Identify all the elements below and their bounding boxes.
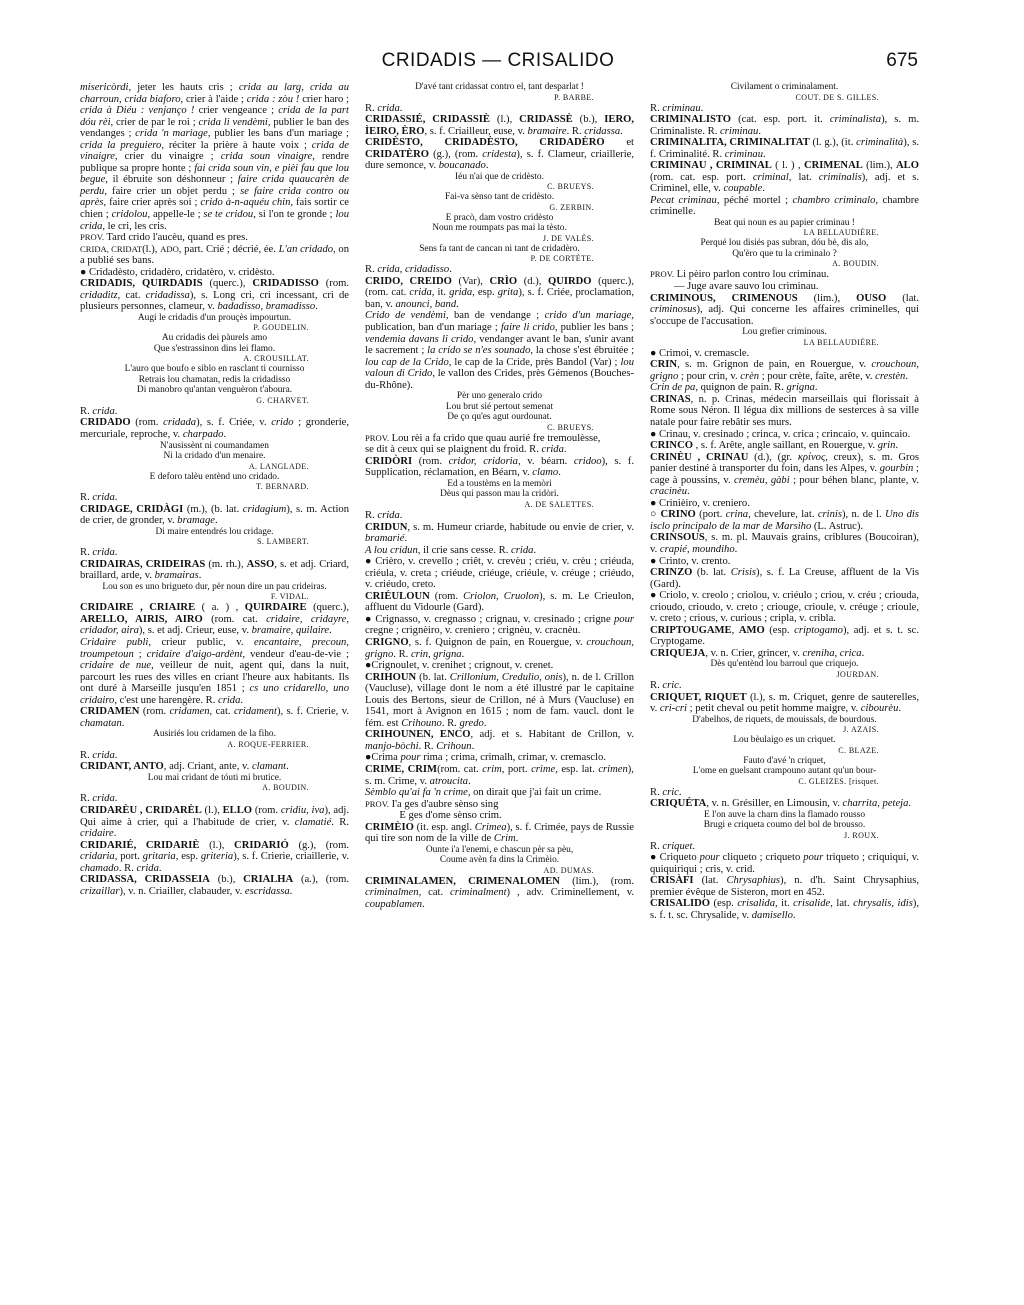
dictionary-entry: ● Crinto, v. crento. <box>650 555 731 567</box>
quotation-attribution: A. ROQUE-FERRIER. <box>227 739 309 749</box>
quotation: E deforo talèu entènd uno cridado. <box>149 471 280 482</box>
quotation: Ausiriés lou cridamen de la fiho. <box>153 729 276 740</box>
dictionary-entry: PROV. Tard crido l'aucèu, quand es pres. <box>80 232 248 244</box>
dictionary-entry: CRINSOUS, s. m. pl. Mauvais grains, criblures (Boucoiran), v. crapié, moundiho. <box>650 532 919 555</box>
quotation: Perqué lou disiés pas subran, dóu bè, dis alo, Qu'èro que tu la criminalo ? <box>700 238 869 259</box>
quotation-attribution: P. BARBE. <box>554 92 594 102</box>
quotation: Di maire entendrés lou cridage. <box>155 526 274 537</box>
quotation: Au cridadis dei pàurels amo Que s'estrassinon dins lei flamo. <box>153 333 276 354</box>
dictionary-entry: PROV. I'a ges d'aubre sènso sing E ges d'ome sènso crim. <box>365 798 502 822</box>
dictionary-entry: CRIDAMEN (rom. cridamen, cat. cridament), s. f. Crierie, v. chamatan. <box>80 706 349 729</box>
running-head: CRIDADIS — CRISALIDO <box>381 50 615 71</box>
dictionary-entry: CRIMINAU , CRIMINAL ( l. ) , CRIMENAL (lim.), ALO (rom. cat. esp. port. criminal, lat. criminalis), adj. et s. Criminel, elle, v. coupable. <box>650 160 919 195</box>
dictionary-entry: CRIDA, CRIDAT(l.), ADO, part. Crié ; décrié, ée. L'an cridado, on a publié ses bans. <box>80 243 350 267</box>
quotation-attribution: P. DE CORTÈTE. <box>530 254 594 264</box>
dictionary-entry: R. cric. <box>650 679 682 691</box>
dictionary-entry: CRIDUN, s. m. Humeur criarde, habitude ou envie de crier, v. bramarié. <box>365 521 634 545</box>
quotation-attribution: COUT. DE S. GILLES. <box>795 92 879 102</box>
dictionary-entry: ● Crièro, v. crevello ; criêt, v. crevèu ; criéu, v. crèu ; criéuda, criéula, v. creta ; criéude, criéuge, criéule, v. créuge ; criéudo, v. criéudo, creto. <box>365 556 634 591</box>
quotation: Iéu n'ai que de cridèsto. <box>455 171 544 182</box>
quotation-attribution: A. BOUDIN. <box>832 259 879 269</box>
dictionary-entry: ● Cridadèsto, cridadèro, cridatèro, v. cridèsto. <box>80 266 275 278</box>
dictionary-entry: R. cric. <box>650 786 682 798</box>
quotation: Pèr uno generalo crido Lou brut sié pertout semenat De ço qu'es agut ourdounat. <box>445 391 554 423</box>
dictionary-entry: R. crida. <box>80 547 118 559</box>
dictionary-entry: CRIÉULOUN (rom. Criolon, Cruolon), s. m. Le Crieulon, affluent du Vidourle (Gard). <box>365 590 634 614</box>
dictionary-entry: ● Crinau, v. cresinado ; crinca, v. crica ; crincaio, v. quincaio. <box>650 428 911 440</box>
quotation: Ed a toustèms en la memòri Dèus qui passon mau la cridòri. <box>440 478 559 500</box>
quotation-attribution: G. CHARVET. <box>256 395 309 405</box>
dictionary-entry: CRIDARIÉ, CRIDARIÈ (l.), CRIDARIÓ (g.), (rom. cridaria, port. gritaria, esp. griteria), s. f. Crierie, criaillerie, v. chamado. R. crida. <box>80 839 349 874</box>
dictionary-entry: CRIDAIRE , CRIAIRE ( a. ) , QUIRDAIRE (querc.), ARELLO, AIRIS, AIRO (rom. cat. cridaire, cridayre, cridador, aira), s. et adj. Crieur, euse, v. bramaire, quilaire. <box>80 602 349 637</box>
dictionary-entry: CRIMINALISTO (cat. esp. port. it. criminalista), s. m. Criminaliste. R. criminau. <box>650 114 919 137</box>
page-header <box>78 50 918 78</box>
dictionary-entry: CRIN, s. m. Grignon de pain, en Rouergue, v. crouchoun, grigno ; pour crin, v. crèn ; pour crète, faîte, arête, v. crestèn. <box>650 359 919 382</box>
dictionary-entry: CRIDADIS, QUIRDADIS (querc.), CRIDADISSO (rom. cridaditz, cat. cridadissa), s. Long cri, cri incessant, cri de plusieurs personnes, clameur, v. badadisso, bramadisso. <box>80 278 349 313</box>
dictionary-entry: CRIGNO, s. f. Quignon de pain, en Rouergue, v. crouchoun, grigno. R. crin, grigna. <box>365 637 634 660</box>
dictionary-entry: R. crida. <box>80 405 118 417</box>
dictionary-entry: ○ CRINO (port. crina, chevelure, lat. crinis), n. de l. Uno dis isclo principalo de la mar de Marsiho (L. Astruc). <box>650 509 919 532</box>
quotation: Lou bèulaigo es un criquet. <box>733 735 836 746</box>
dictionary-entry: Crido de vendèmi, ban de vendange ; crido d'un mariage, publication, ban d'un mariage ; faire li crido, publier les bans ; vendemia davans li crido, vendanger avant le ban, s'unir avant le sacrement ; la crido se n'es sounado, la chose s'est ébruitée ; lou cap de la Crido, le cap de la Cride, près Bandol (Var) ; lou valoun di Crido, le vallon des Crides, près Gémenos (Bouches-du-Rhône). <box>365 310 635 391</box>
quotation-attribution: T. BERNARD. <box>256 482 309 492</box>
dictionary-entry: CRISÀFI (lat. Chrysaphius), n. d'h. Saint Chrysaphius, premier évêque de Sisteron, mort en 452. <box>650 875 919 898</box>
dictionary-entry: CRIMÈIO (it. esp. angl. Crimea), s. f. Crimée, pays de Russie qui tire son nom de la ville de Crim. <box>365 821 634 845</box>
dictionary-entry: CRIDASSIÉ, CRIDASSIÈ (l.), CRIDASSÈ (b.), IERO, ÌEIRO, ÈRO, s. f. Criailleur, euse, v. bramaire. R. cridassa. <box>365 114 634 137</box>
dictionary-entry: CRIDO, CREIDO (Var), CRÌO (d.), QUIRDO (querc.), (rom. cat. crida, it. grida, esp. grita), s. f. Criée, proclamation, ban, v. anounci, band. <box>365 275 634 310</box>
quotation-attribution: JOURDAN. <box>836 669 879 679</box>
dictionary-entry: ● Criqueto pour cliqueto ; criqueto pour triqueto ; criquiqui, v. quiquiriqui ; cris, v. crid. <box>650 852 919 875</box>
dictionary-entry: CRINZO (b. lat. Crisis), s. f. La Creuse, affluent de la Vis (Gard). <box>650 567 919 590</box>
quotation-attribution: A. CROUSILLAT. <box>243 354 309 364</box>
dictionary-entry: Pecat criminau, péché mortel ; chambro criminalo, chambre criminelle. <box>650 194 919 218</box>
quotation: Lou mai cridant de tóuti mi brutice. <box>147 772 282 783</box>
dictionary-entry: CRIDÒRI (rom. cridor, cridoria, v. béarn. cridoo), s. f. Supplication, réclamation, en Béarn, v. clamo. <box>365 455 634 479</box>
dictionary-entry: R. criquet. <box>650 840 696 852</box>
quotation: Lou grefier criminous. <box>742 327 827 338</box>
quotation: Civilament o criminalament. <box>730 82 839 92</box>
quotation: D'abelhos, de riquets, de mouissals, de bourdous. <box>692 714 877 725</box>
quotation: N'ausissènt ni coumandamen Ni la cridado d'un menaire. <box>160 440 269 462</box>
dictionary-entry: CRIDARÈU , CRIDARÈL (l.), ELLO (rom. cridiu, iva), adj. Qui aime à crier, qui a l'habitude de crier, v. clamatié. R. cridaire. <box>80 805 350 840</box>
dictionary-entry: se dit à ceux qui se plaignent du froid. R. crida. <box>365 444 567 456</box>
quotation: Beat qui noun es au papier criminau ! <box>714 217 855 228</box>
quotation-attribution: A. BOUDIN. <box>262 783 309 793</box>
dictionary-entry: CRIME, CRIM(rom. cat. crim, port. crime, esp. lat. crimen), s. m. Crime, v. atroucita. <box>365 764 634 787</box>
dictionary-entry: CRIQUÉTA, v. n. Grésiller, en Limousin, v. charrita, peteja. <box>650 798 912 810</box>
dictionary-entry: CRINÈU , CRINAU (d.), (gr. κρίνος, creux), s. m. Gros panier destiné à transporter du foin, dans les Alpes, v. gourbin ; cage à poussins, v. cremèu, gàbi ; pour béhen blanc, plante, v. cracinèu. <box>650 451 920 498</box>
dictionary-entry: CRIDANT, ANTO, adj. Criant, ante, v. clamant. <box>80 761 289 773</box>
dictionary-entry: Sèmblo qu'ai fa 'n crime, on dirait que j'ai fait un crime. <box>365 787 602 799</box>
dictionary-entry: CRINAS, n. p. Crinas, médecin marseillais qui florissait à Rome sous Néron. Il légua dix millions de sesterces à sa ville natale pour faire rebâtir ses murs. <box>650 393 919 428</box>
quotation: Sens fa tant de cancan ni tant de cridadèro. <box>419 243 580 254</box>
quotation-attribution: C. GLEIZES. [risquet. <box>798 776 879 786</box>
dictionary-entry: ● Criolo, v. creolo ; criolou, v. criéulo ; criou, v. créu ; criouda, crioudo, crioudo, v. creto ; criouge, crioule, v. créuge ; crioule, v. creto ; crious, v. curious ; cripla, v. cribla. <box>650 590 919 625</box>
dictionary-entry: CRIDAGE, CRIDÀGI (m.), (b. lat. cridagium), s. m. Action de crier, de gronder, v. bramage. <box>80 503 349 527</box>
dictionary-entry: CRIQUEJA, v. n. Crier, grincer, v. creniha, crica. <box>650 647 865 659</box>
quotation-attribution: C. BRUEYS. <box>547 422 594 432</box>
quotation: Augi le cridadis d'un prouçès impourtun. <box>137 312 292 323</box>
quotation: E pracò, dam vostro cridèsto Noun me roumpats pas mai la tèsto. <box>432 212 567 234</box>
dictionary-entry: Crin de pa, quignon de pain. R. grigna. <box>650 382 818 394</box>
page-number: 675 <box>886 50 918 71</box>
dictionary-entry: R. crida. <box>365 102 403 114</box>
dictionary-entry: R. crida, cridadisso. <box>365 264 452 276</box>
dictionary-entry: ●Crima pour rima ; crima, crimalh, crimar, v. cremasclo. <box>365 752 606 764</box>
quotation-attribution: J. DE VALÈS. <box>542 233 594 243</box>
dictionary-entry: ● Crignasso, v. cregnasso ; crignau, v. cresinado ; crigne pour cregne ; crignèiro, v. creniero ; crignèu, v. cracnèu. <box>365 613 634 637</box>
dictionary-entry: PROV. Lou rèi a fa crido que quau aurié fre tremoulèsse, <box>365 432 601 444</box>
quotation: D'avé tant cridassat contro el, tant desparlat ! <box>415 82 584 92</box>
dictionary-entry: CRIDÈSTO, CRIDADÈSTO, CRIDADÈRO et CRIDATÈRO (g.), (rom. cridesta), s. f. Clameur, criaillerie, dure semonce, v. boucanado. <box>365 137 634 172</box>
dictionary-entry: CRIMINOUS, CRIMENOUS (lim.), OUSO (lat. criminosus), adj. Qui concerne les affaires criminelles, qui s'occupe de l'accusation. <box>650 292 919 327</box>
dictionary-entry: ●Crignoulet, v. crenihet ; crignout, v. crenet. <box>365 660 554 672</box>
dictionary-entry: CRIPTOUGAME, AMO (esp. criptogamo), adj. et s. t. sc. Cryptogame. <box>650 624 919 648</box>
quotation-attribution: C. BLAZE. <box>838 745 879 755</box>
dictionary-entry: CRIDASSA, CRIDASSEIA (b.), CRIALHA (a.), (rom. crizaillar), v. n. Criailler, clabauder, v. escridassa. <box>80 874 350 897</box>
quotation-attribution: LA BELLAUDIÈRE. <box>803 337 879 347</box>
column-middle <box>365 82 634 910</box>
quotation-attribution: P. GOUDELIN. <box>253 323 309 333</box>
dictionary-entry: R. crida. <box>365 509 403 521</box>
quotation: Dès qu'entènd lou barroul que criquejo. <box>710 659 859 670</box>
dictionary-entry: ● Crimoi, v. cremascle. <box>650 347 750 359</box>
quotation: L'auro que boufo e siblo en rasclant ti cournisso Retrais lou chamatan, redis la cridadisso Di manobro qu'antan venguèron t'aboura. <box>124 364 305 396</box>
quotation: Fauto d'avé 'n criquet, L'ome en guelsant crampouno autant qu'un bour- <box>692 755 877 777</box>
quotation: Fai-va sènso tant de cridèsto. <box>444 192 555 203</box>
quotation: E l'on auve la charn dins la flamado rousso Brugi e criqueta coumo del bol de brousso. <box>703 809 866 831</box>
dictionary-entry: CRIDAIRAS, CRIDEIRAS (m. rh.), ASSO, s. et adj. Criard, braillard, arde, v. bramairas. <box>80 558 349 582</box>
dictionary-entry: R. crida. <box>80 492 118 504</box>
quotation: Lou son es uno brigueto dur, pèr noun dire un pau crideiras. <box>102 581 327 592</box>
quotation-attribution: F. VIDAL. <box>270 592 309 602</box>
quotation-attribution: C. BRUEYS. <box>547 182 594 192</box>
dictionary-entry: ● Crinièiro, v. creniero. <box>650 497 750 509</box>
quotation-attribution: J. ROUX. <box>844 830 879 840</box>
dictionary-entry: CRINCO , s. f. Arête, angle saillant, en Rouergue, v. grin. <box>650 440 899 452</box>
quotation-attribution: AD. DUMAS. <box>543 865 594 875</box>
dictionary-entry: CRIMINALAMEN, CRIMENALOMEN (lim.), (rom. criminalmen, cat. criminalment) , adv. Criminellement, v. coupablamen. <box>365 875 634 910</box>
quotation-attribution: LA BELLAUDIÈRE. <box>803 228 879 238</box>
dictionary-entry: Cridaire publi, crieur public, v. encantaire, precoun, troumpetoun ; cridaire d'aigo-ardènt, vendeur d'eau-de-vie ; cridaire de nue, veilleur de nuit, agent qui, dans la nuit, parcourt les rues des villes en criant l'heure aux habitants. Ils ont duré à Marseille jusqu'en 1851 ; cs uno cridarello, uno cridairo, c'est une harengère. R. crida. <box>80 637 350 706</box>
dictionary-entry: R. crida. <box>80 749 118 761</box>
column-left <box>80 82 349 897</box>
quotation-attribution: A. LANGLADE. <box>248 461 309 471</box>
dictionary-entry: CRIHOUN (b. lat. Crillonium, Credulio, onis), n. de l. Crillon (Vaucluse), village dont le nom a été illustré par le capitaine Louis des Bertons, sieur de Crillon, né à Murs (Vaucluse) en 1541, mort à Avignon en 1615 ; nom de fam. vaucl. dont le fém. est Crihouno. R. gredo. <box>365 671 635 729</box>
dictionary-entry: CRISALIDO (esp. crisalida, it. crisalide, lat. chrysalis, idis), s. f. t. sc. Chrysalide, v. damisello. <box>650 898 920 921</box>
dictionary-entry: CRIMINALITA, CRIMINALITAT (l. g.), (it. criminalità), s. f. Criminalité. R. criminau. <box>650 137 919 160</box>
dictionary-entry: A lou cridun, il crie sans cesse. R. crida. <box>365 544 537 556</box>
column-right <box>650 82 919 922</box>
dictionary-entry: PROV. Li pèiro parlon contro lou criminau. — Juge avare sauvo lou criminau. <box>650 269 830 293</box>
dictionary-entry: CRIDADO (rom. cridada), s. f. Criée, v. crido ; gronderie, mercuriale, reproche, v. charpado. <box>80 417 349 441</box>
dictionary-entry: CRIHOUNEN, ENCO, adj. et s. Habitant de Crillon, v. manjo-bòchi. R. Crihoun. <box>365 729 634 752</box>
quotation-attribution: A. DE SALETTES. <box>524 499 594 509</box>
quotation-attribution: J. AZAIS. <box>843 725 879 735</box>
quotation-attribution: G. ZERBIN. <box>549 202 594 212</box>
dictionary-entry: R. crida. <box>80 793 118 805</box>
dictionary-entry: R. criminau. <box>650 102 704 114</box>
quotation-attribution: S. LAMBERT. <box>257 537 309 547</box>
quotation: Ounte i'a l'enemi, e chascun pèr sa pèu, Coume avèn fa dins la Crimèio. <box>425 844 574 866</box>
dictionary-entry: CRIQUET, RIQUET (l.), s. m. Criquet, genre de sauterelles, v. cri-cri ; petit cheval ou petit homme maigre, v. cibourèu. <box>650 691 919 715</box>
dictionary-entry: misericòrdi, jeter les hauts cris ; crida au larg, crida au charroun, crida biaforo, crier à l'aide ; crida : zòu ! crier haro ; crida à Diéu : venjanço ! crier vengeance ; crida de la part dóu rèi, crier de par le roi ; crida li vendèmi, publier le ban des vendanges ; crida 'n mariage, publier les bans d'un mariage ; crida la preguiero, réciter la prière à haute voix ; crida de vinaigre, crier du vinaigre ; crida soun vinaigre, rendre publique sa propre honte ; fai crida soun vin, e pièi fau que lou begue, il ébruite son déshonneur ; faire crida quaucarèn de perdu, faire crier un objet perdu ; se faire crida contro ou après, faire crier après soi ; crido à-n-aquéu chin, fais sortir ce chien ; cridolou, appelle-le ; se te cridou, si l'on te gronde ; lou crida, le cri, les cris. <box>80 82 350 232</box>
